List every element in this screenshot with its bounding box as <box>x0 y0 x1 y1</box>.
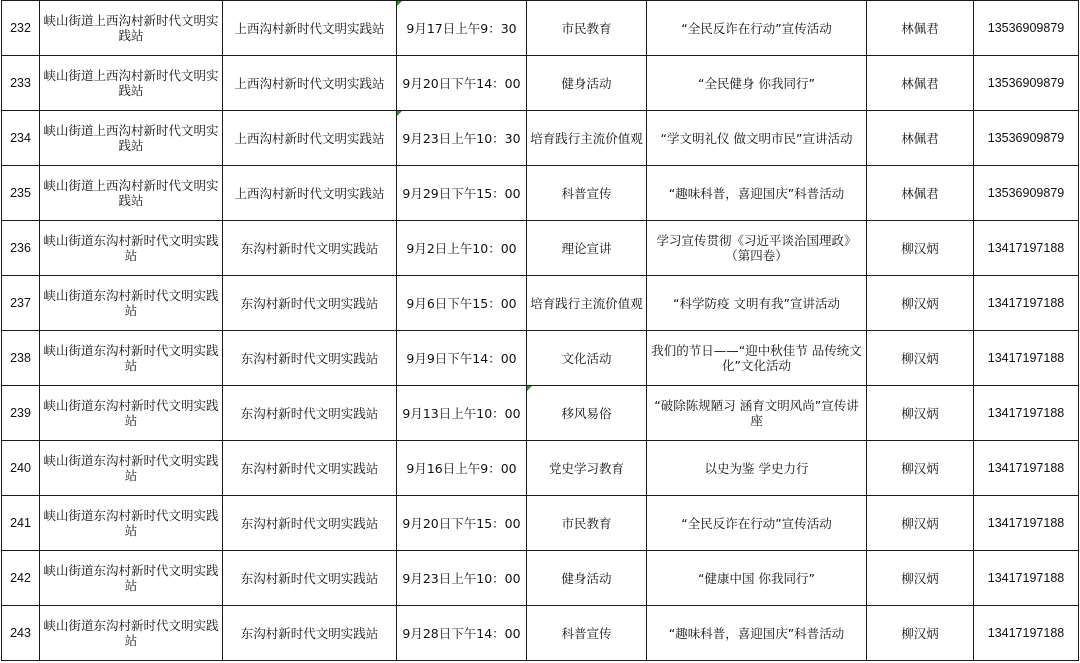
street-station-cell: 峡山街道上西沟村新时代文明实践站 <box>40 1 223 56</box>
row-number-cell: 238 <box>2 331 40 386</box>
contact-person-cell: 柳汉炳 <box>867 441 974 496</box>
street-station-cell: 峡山街道东沟村新时代文明实践站 <box>40 606 223 661</box>
row-number-cell: 240 <box>2 441 40 496</box>
street-station-cell: 峡山街道东沟村新时代文明实践站 <box>40 331 223 386</box>
activity-title-cell: “全民健身 你我同行” <box>647 56 867 111</box>
station-name-cell: 上西沟村新时代文明实践站 <box>223 1 397 56</box>
activity-category-cell: 培育践行主流价值观 <box>527 111 647 166</box>
station-name-cell: 东沟村新时代文明实践站 <box>223 331 397 386</box>
station-name-cell: 上西沟村新时代文明实践站 <box>223 111 397 166</box>
activity-title-cell: “全民反诈在行动”宣传活动 <box>647 496 867 551</box>
activity-time-cell: 9月6日下午15：00 <box>397 276 527 331</box>
contact-phone-cell: 13417197188 <box>974 386 1079 441</box>
street-station-cell: 峡山街道东沟村新时代文明实践站 <box>40 441 223 496</box>
street-station-cell: 峡山街道东沟村新时代文明实践站 <box>40 386 223 441</box>
activity-title-cell: “学文明礼仪 做文明市民”宣讲活动 <box>647 111 867 166</box>
row-number-cell: 235 <box>2 166 40 221</box>
activity-time-cell: 9月28日下午14：00 <box>397 606 527 661</box>
contact-person-cell: 柳汉炳 <box>867 496 974 551</box>
contact-phone-cell: 13536909879 <box>974 1 1079 56</box>
activity-time-cell: 9月9日下午14：00 <box>397 331 527 386</box>
table-row <box>2 56 1079 111</box>
activity-time-cell: 9月23日上午10：30 <box>397 111 527 166</box>
station-name-cell: 东沟村新时代文明实践站 <box>223 551 397 606</box>
contact-phone-cell: 13536909879 <box>974 166 1079 221</box>
activity-time-cell: 9月13日上午10：00 <box>397 386 527 441</box>
activity-time-cell: 9月2日上午10：00 <box>397 221 527 276</box>
contact-phone-cell: 13417197188 <box>974 441 1079 496</box>
street-station-cell: 峡山街道上西沟村新时代文明实践站 <box>40 56 223 111</box>
row-number-cell: 233 <box>2 56 40 111</box>
table-row <box>2 551 1079 606</box>
contact-phone-cell: 13417197188 <box>974 496 1079 551</box>
street-station-cell: 峡山街道上西沟村新时代文明实践站 <box>40 111 223 166</box>
station-name-cell: 东沟村新时代文明实践站 <box>223 441 397 496</box>
contact-person-cell: 柳汉炳 <box>867 331 974 386</box>
contact-phone-cell: 13417197188 <box>974 221 1079 276</box>
station-name-cell: 东沟村新时代文明实践站 <box>223 606 397 661</box>
activity-schedule-table <box>1 0 1079 661</box>
station-name-cell: 东沟村新时代文明实践站 <box>223 496 397 551</box>
activity-time-cell: 9月20日下午14：00 <box>397 56 527 111</box>
contact-phone-cell: 13536909879 <box>974 56 1079 111</box>
table-row <box>2 1 1079 56</box>
activity-category-cell: 健身活动 <box>527 56 647 111</box>
contact-phone-cell: 13417197188 <box>974 276 1079 331</box>
activity-time-cell: 9月23日上午10：00 <box>397 551 527 606</box>
table-row <box>2 221 1079 276</box>
contact-person-cell: 柳汉炳 <box>867 221 974 276</box>
row-number-cell: 237 <box>2 276 40 331</box>
table-row <box>2 276 1079 331</box>
street-station-cell: 峡山街道东沟村新时代文明实践站 <box>40 221 223 276</box>
street-station-cell: 峡山街道东沟村新时代文明实践站 <box>40 276 223 331</box>
station-name-cell: 上西沟村新时代文明实践站 <box>223 56 397 111</box>
activity-title-cell: “科学防疫 文明有我”宣讲活动 <box>647 276 867 331</box>
station-name-cell: 东沟村新时代文明实践站 <box>223 386 397 441</box>
table-row <box>2 441 1079 496</box>
street-station-cell: 峡山街道上西沟村新时代文明实践站 <box>40 166 223 221</box>
activity-title-cell: 学习宣传贯彻《习近平谈治国理政》（第四卷） <box>647 221 867 276</box>
activity-title-cell: “破除陈规陋习 涵育文明风尚”宣传讲座 <box>647 386 867 441</box>
activity-category-cell: 文化活动 <box>527 331 647 386</box>
activity-title-cell: “健康中国 你我同行” <box>647 551 867 606</box>
activity-category-cell: 科普宣传 <box>527 166 647 221</box>
contact-phone-cell: 13417197188 <box>974 331 1079 386</box>
contact-person-cell: 柳汉炳 <box>867 276 974 331</box>
table-row <box>2 606 1079 661</box>
contact-person-cell: 林佩君 <box>867 111 974 166</box>
activity-category-cell: 市民教育 <box>527 496 647 551</box>
contact-person-cell: 柳汉炳 <box>867 606 974 661</box>
activity-title-cell: “全民反诈在行动”宣传活动 <box>647 1 867 56</box>
activity-category-cell: 培育践行主流价值观 <box>527 276 647 331</box>
street-station-cell: 峡山街道东沟村新时代文明实践站 <box>40 551 223 606</box>
row-number-cell: 232 <box>2 1 40 56</box>
activity-category-cell: 党史学习教育 <box>527 441 647 496</box>
activity-category-cell: 理论宣讲 <box>527 221 647 276</box>
activity-time-cell: 9月20日下午15：00 <box>397 496 527 551</box>
contact-phone-cell: 13536909879 <box>974 111 1079 166</box>
activity-category-cell: 科普宣传 <box>527 606 647 661</box>
row-number-cell: 241 <box>2 496 40 551</box>
row-number-cell: 243 <box>2 606 40 661</box>
activity-title-cell: 以史为鉴 学史力行 <box>647 441 867 496</box>
contact-phone-cell: 13417197188 <box>974 551 1079 606</box>
activity-title-cell: “趣味科普，喜迎国庆”科普活动 <box>647 606 867 661</box>
contact-person-cell: 林佩君 <box>867 56 974 111</box>
table-row <box>2 111 1079 166</box>
activity-time-cell: 9月17日上午9：30 <box>397 1 527 56</box>
row-number-cell: 242 <box>2 551 40 606</box>
contact-person-cell: 林佩君 <box>867 1 974 56</box>
activity-time-cell: 9月29日下午15：00 <box>397 166 527 221</box>
street-station-cell: 峡山街道东沟村新时代文明实践站 <box>40 496 223 551</box>
contact-phone-cell: 13417197188 <box>974 606 1079 661</box>
comment-indicator-icon <box>527 386 532 391</box>
row-number-cell: 234 <box>2 111 40 166</box>
contact-person-cell: 柳汉炳 <box>867 551 974 606</box>
table-body <box>2 1 1079 661</box>
table-row <box>2 331 1079 386</box>
station-name-cell: 东沟村新时代文明实践站 <box>223 221 397 276</box>
activity-time-cell: 9月16日上午9：00 <box>397 441 527 496</box>
contact-person-cell: 林佩君 <box>867 166 974 221</box>
activity-category-cell: 移风易俗 <box>527 386 647 441</box>
activity-category-cell: 健身活动 <box>527 551 647 606</box>
activity-title-cell: “趣味科普，喜迎国庆”科普活动 <box>647 166 867 221</box>
row-number-cell: 236 <box>2 221 40 276</box>
table-row <box>2 166 1079 221</box>
table-row <box>2 386 1079 441</box>
station-name-cell: 上西沟村新时代文明实践站 <box>223 166 397 221</box>
activity-category-cell: 市民教育 <box>527 1 647 56</box>
comment-indicator-icon <box>397 1 402 6</box>
comment-indicator-icon <box>397 111 402 116</box>
table-row <box>2 496 1079 551</box>
station-name-cell: 东沟村新时代文明实践站 <box>223 276 397 331</box>
contact-person-cell: 柳汉炳 <box>867 386 974 441</box>
activity-title-cell: 我们的节日——“迎中秋佳节 品传统文化”文化活动 <box>647 331 867 386</box>
row-number-cell: 239 <box>2 386 40 441</box>
